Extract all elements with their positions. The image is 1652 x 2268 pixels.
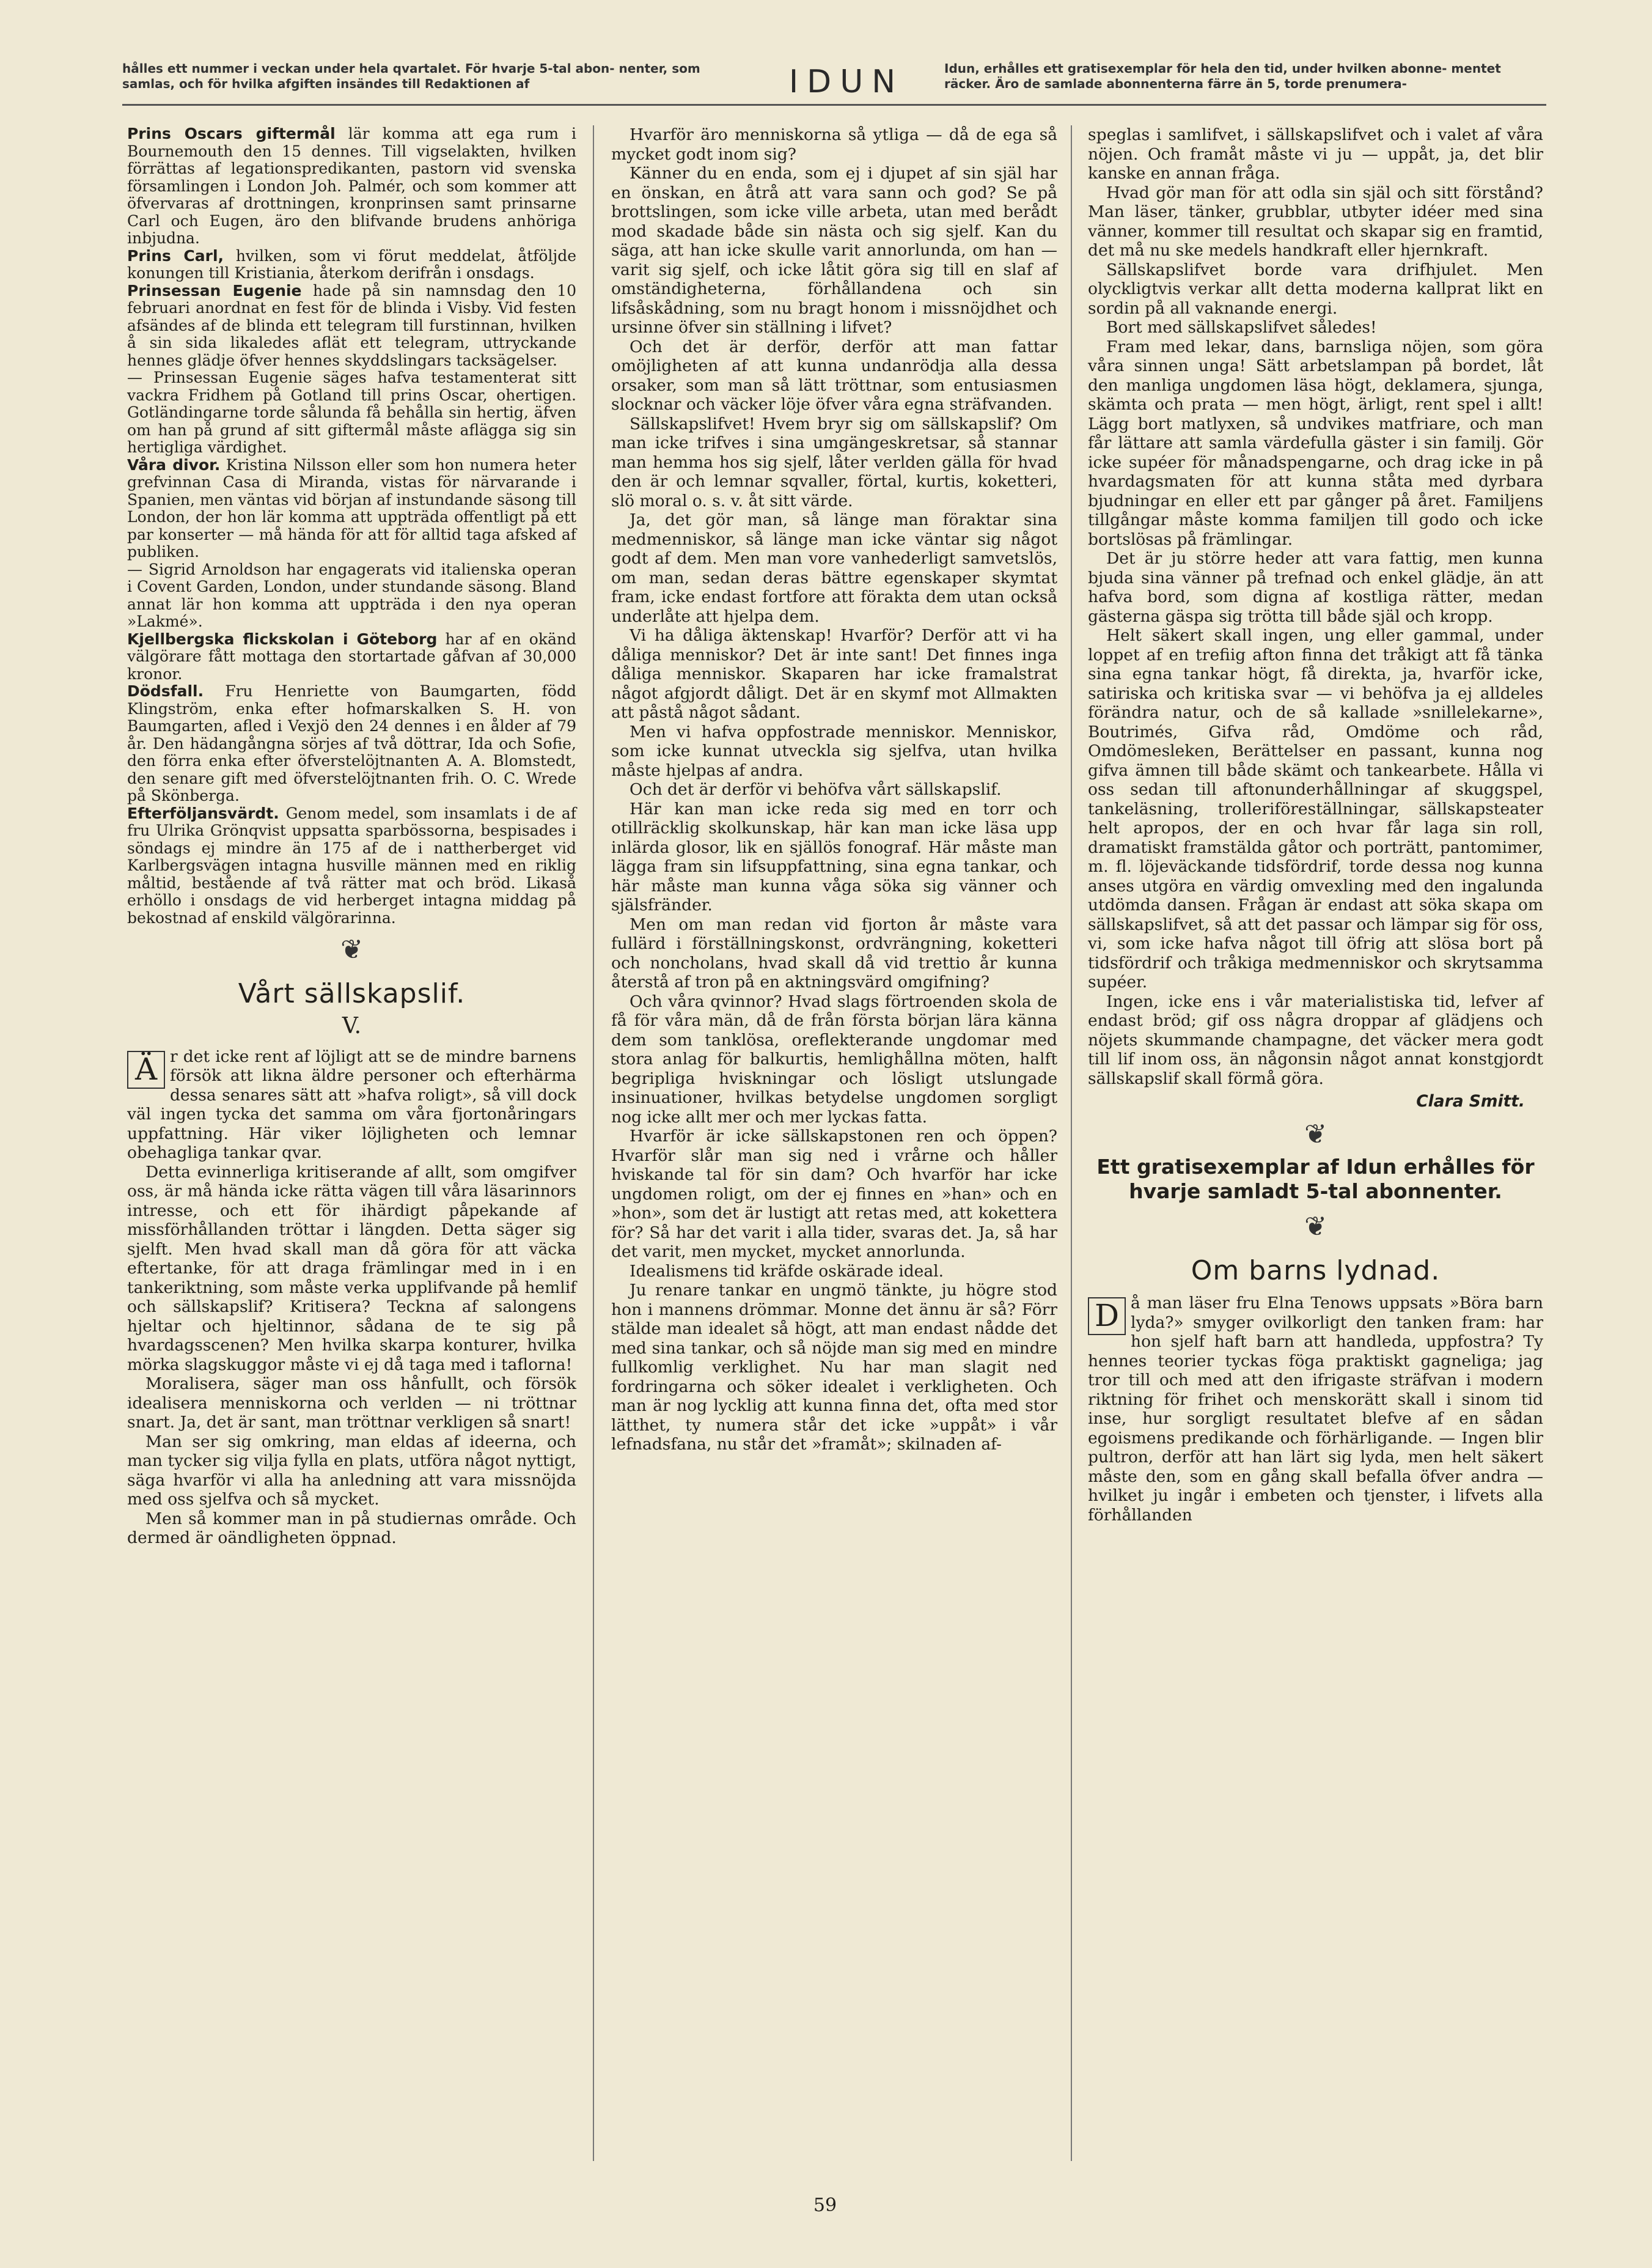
column-divider [593, 125, 594, 2161]
article-paragraph: Men så kommer man in på studiernas område. Och dermed är oändligheten öppnad. [127, 1509, 576, 1547]
article-paragraph: Vi ha dåliga äktenskap! Hvarför? Derför att vi ha dåliga menniskor? Det är inte sant! Det finnes inga dåliga menniskor. Skaparen har icke framalstrat något afgjordt dåligt. Det är en skymf mot Allmakten att påstå något sådant. [611, 626, 1057, 722]
right-column [1088, 125, 1543, 1525]
article-paragraph: D å man läser fru Elna Tenows uppsats »Böra barn lyda?» smyger ovilkorligt den tanken fram: har hon sjelf haft barn att handleda, uppfostra? Ty hennes teorier tyckas föga praktiskt gagneliga; jag tror till och med att den ifrigaste sträfvan i modern riktning för frihet och menskorätt skall i sinom tid inse, hur sorgligt resultatet blefve af en sådan egoismens predikande och förhärligande. — Ingen blir pultron, derför att han lärt sig lyda, men helt säkert måste den, som en gång skall befalla öfver andra — hvilket ju ingår i embeten och tjenster, i lifvets alla förhållanden [1088, 1294, 1543, 1525]
floral-ornament-icon: ❦ [340, 934, 363, 965]
article-paragraph: Detta evinnerliga kritiserande af allt, som omgifver oss, är må hända icke rätta vägen till våra läsarinnors intresse, och ett för ihärdigt påpekande af missförhållanden tröttar i längden. Detta säger sig sjelft. Men hvad skall man då göra för att väcka eftertanke, för att draga främlingar med in i en tankeriktning, som måste verka upplifvande på hemlif och sällskapslif? Kritisera? Teckna af salongens hjeltar och hjeltinnor, sådana de te sig på hvardagsscenen? Men hvilka skarpa konturer, hvilka mörka slagskuggor måste vi ej då taga med i taflorna! [127, 1162, 576, 1374]
article-title: Om barns lydnad. [1191, 1254, 1441, 1286]
article-paragraph: Moralisera, säger man oss hånfullt, och försök idealisera menniskorna och verlden — ni tröttnar snart. Ja, det är sant, man tröttnar verkligen så snart! [127, 1374, 576, 1432]
news-item: Dödsfall. Fru Henriette von Baumgarten, född Klingström, enka efter hofmarskalken S. H. von Baumgarten, afled i Vexjö den 24 dennes i en ålder af 79 år. Den hädangångna sörjes af två döttrar, Ida och Sofie, den förra enka efter öfverstelöjtnanten A. A. Blomstedt, den senare gift med öfverstelöjtnanten frih. O. C. Wrede på Skönberga. [127, 682, 576, 804]
article-paragraph: Fram med lekar, dans, barnsliga nöjen, som göra våra sinnen unga! Sätt arbetslampan på bordet, låt den manliga ungdomen läsa högt, deklamera, sjunga, skämta och prata — men högt, ärligt, rent spel i allt! Lägg bort matlyxen, så undvikes matfriare, och man får lättare att samla värdefulla gäster i sin familj. Gör icke supéer för månadspengarne, och drag icke in på hvardagsmaten för att kunna ståta med dyrbara bjudningar en eller ett par gånger på året. Familjens tillgångar måste komma familjen till godo och icke bortslösas på främlingar. [1088, 337, 1543, 549]
article-paragraph: Idealismens tid kräfde oskärade ideal. [630, 1261, 944, 1281]
news-item: — Sigrid Arnoldson har engagerats vid italienska operan i Covent Garden, London, under stundande säsong. Bland annat lär hon komma att uppträda i den nya operan »Lakmé». [127, 560, 576, 630]
header-left-text: hålles ett nummer i veckan under hela qvartalet. För hvarje 5-tal abon- nenter, som samlas, och för hvilka afgiften insändes till Redaktionen af [122, 61, 700, 91]
news-item: Prinsessan Eugenie hade på sin namnsdag den 10 februari anordnat en fest för de blinda i Visby. Vid festen afsändes af de blinda ett telegram till furstinnan, hvilken å sin sida likaledes aflät ett telegram, uttryckande hennes glädje öfver hennes skyddslingars tacksägelser. [127, 281, 576, 369]
article-paragraph: speglas i samlifvet, i sällskapslifvet och i valet af våra nöjen. Och framåt måste vi ju — uppåt, ja, det blir kanske en annan fråga. [1088, 125, 1543, 183]
running-header [122, 61, 1546, 104]
article-paragraph: Känner du en enda, som ej i djupet af sin själ har en önskan, en åtrå att vara sann och god? Se på brottslingen, som icke ville arbeta, utan med berådt mod skadade både sin nästa och sig sjelf. Kan du säga, att han icke skulle varit annorlunda, om han — varit sig sjelf, och icke låtit göra sig till en slaf af omständigheterna, förhållandena och sin lifsåskådning, som nu bragt honom i missnöjdhet och ursinne öfver sin ställning i lifvet? [611, 164, 1057, 337]
middle-column [611, 125, 1057, 1454]
article-paragraph: Och våra qvinnor? Hvad slags förtroenden skola de få för våra män, då de från första början lära känna dem som tanklösa, oreflekterande ungdomar med stora anlag för balkurtis, hemlighållna möten, halft begripliga hviskningar och lösligt utslungade insinuationer, hvilkas betydelse ungdomen sorgligt nog icke allt mer och mer lyckas fatta. [611, 992, 1057, 1127]
author-signature: Clara Smitt. [1416, 1092, 1525, 1111]
article-paragraph: Man ser sig omkring, man eldas af ideerna, och man tycker sig vilja fylla en plats, utföra något nyttigt, säga hvarför vi alla ha anledning att vara missnöjda med oss sjelfva och så mycket. [127, 1432, 576, 1509]
article-paragraph: Det är ju större heder att vara fattig, men kunna bjuda sina vänner på trefnad och enkel glädje, än att hafva bord, som digna af kostliga rätter, medan gästerna gäspa sig trötta till både själ och kropp. [1088, 549, 1543, 626]
article-number: V. [342, 1014, 362, 1039]
article-title: Vårt sällskapslif. [238, 978, 466, 1009]
news-briefs [127, 125, 576, 927]
news-item: Våra divor. Kristina Nilsson eller som hon numera heter grefvinnan Casa di Miranda, vistas för närvarande i Spanien, men väntas vid början af instundande säsong till London, der hon lär komma att uppträda offentligt på ett par konserter — må hända för att för alltid taga afsked af publiken. [127, 455, 576, 561]
article-paragraph: Ju renare tankar en ungmö tänkte, ju högre stod hon i mannens drömmar. Monne det ännu är så? Förr stälde man idealet så högt, att man endast nådde det med sina tankar, och så nöjde man sig med en mindre fullkomlig verklighet. Nu har man slagit ned fordringarna och söker idealet i verkligheten. Och man är nog lycklig att kunna finna det, ofta med stor lätthet, ty numera står det icke »uppåt» i vår lefnadsfana, nu står det »framåt»; skilnaden af- [611, 1281, 1057, 1454]
article-paragraph: Hvarför är icke sällskapstonen ren och öppen? Hvarför slår man sig ned i vrårne och håller hviskande tal för sin dam? Och hvarför har icke ungdomen roligt, om der ej finnes en »han» och en »hon», som det är lustigt att retas med, att kokettera för? Så har det varit i alla tider, svaras det. Ja, så har det varit, men mycket, mycket annorlunda. [611, 1127, 1057, 1261]
article-paragraph: Sällskapslifvet borde vara drifhjulet. Men olyckligtvis verkar allt detta moderna kallprat likt en sordin på all vaknande energi. [1088, 260, 1543, 318]
article-paragraph: Hvarför äro menniskorna så ytliga — då de ega så mycket godt inom sig? [611, 125, 1057, 164]
header-rule [122, 104, 1546, 106]
page-number: 59 [813, 2195, 837, 2216]
floral-ornament-icon: ❦ [1304, 1118, 1327, 1150]
article-paragraph: Sällskapslifvet! Hvem bryr sig om sällskapslif? Om man icke trifves i sina umgängeskretsar, så stannar man hemma hos sig sjelf, låter verlden gälla för hvad den är och lemnar sqvaller, förtal, kurtis, koketteri, slö moral o. s. v. åt sitt värde. [611, 414, 1057, 510]
news-item: Efterföljansvärdt. Genom medel, som insamlats i de af fru Ulrika Grönqvist uppsatta sparbössorna, bespisades i söndags ej mindre än 175 af de i nattherberget vid Karlbergsvägen intagna husville männen med en riklig måltid, bestående af två rätter mat och bröd. Likaså erhöllo i onsdags de vid herberget intagna middag på bekostnad af enskild välgörarinna. [127, 804, 576, 927]
news-item: Prins Carl, hvilken, som vi förut meddelat, åtföljde konungen till Kristiania, återkom derifrån i onsdags. [127, 246, 576, 282]
article-paragraph: Och det är derför, derför att man fattar omöjligheten af att kunna undanrödja alla dessa orsaker, som man så lätt tröttnar, som entusiasmen slocknar och väcker löje öfver våra egna sträfvanden. [611, 337, 1057, 414]
column-divider [1071, 125, 1072, 2161]
article-paragraph: Men vi hafva oppfostrade menniskor. Menniskor, som icke kunnat utveckla sig sjelfva, utan hvilka måste hjelpas af andra. [611, 722, 1057, 780]
news-item: Kjellbergska flickskolan i Göteborg har af en okänd välgörare fått mottaga den stortartade gåfvan af 30,000 kronor. [127, 630, 576, 683]
article-paragraph: Helt säkert skall ingen, ung eller gammal, under loppet af en trefiig afton finna det tråkigt att få tänka sina egna tankar högt, få direkta, ja, hvarför icke, satiriska och kritiska svar — vi behöfva ja ej alldeles förändra natur, och de så kallade »snillelekarne», Boutrimés, Gifva råd, Omdöme och råd, Omdömesleken, Berättelser en passant, kunna nog gifva ämnen till både skämt och tankearbete. Hålla vi oss sedan till aftonunderhållningar af skuggspel, tankeläsning, trolleriföreställningar, sällskapsteater helt apropos, der en och hvar får laga sin roll, dramatiskt framstälda gåtor och porträtt, pantomimer, m. fl. löjeväckande tidsfördrif, torde dessa nog kunna anses utgöra en värdig omvexling med den ingalunda utdömda dansen. Frågan är endast att söka skapa om sällskapslifvet, så att det passar och lämpar sig för oss, vi, som icke hafva något till öfrig att slösa bort på tidsfördrif och tråkiga medmenniskor och skrytsamma supéer. [1088, 626, 1543, 992]
news-item: Prins Oscars giftermål lär komma att ega rum i Bournemouth den 15 dennes. Till vigselakten, hvilken förrättas af legationspredikanten, pastorn vid svenska församlingen i London Joh. Palmér, och som kommer att öfvervaras af drottningen, kronprinsen samt prinsarne Carl och Eugen, äro den blifvande brudens anhöriga inbjudna. [127, 125, 576, 247]
left-column [127, 125, 576, 1548]
subscription-notice: Ett gratisexemplar af Idun erhålles för hvarje samladt 5-tal abonnenter. [1096, 1155, 1535, 1203]
header-right-text: Idun, erhålles ett gratisexemplar för hela den tid, under hvilken abonne- mentet räcker. Äro de samlade abonnenterna färre än 5, torde prenumera- [944, 61, 1501, 91]
drop-cap: D [1088, 1297, 1126, 1335]
news-item: — Prinsessan Eugenie säges hafva testamenterat sitt vackra Fridhem på Gotland till prins Oscar, ohertigen. Gotländingarne torde sålunda få behålla sin hertig, äfven om han på grund af sitt giftermål måste aflägga sig sin hertigliga värdighet. [127, 369, 576, 456]
masthead-title: IDUN [788, 64, 905, 100]
article-paragraph: Hvad gör man för att odla sin själ och sitt förstånd? Man läser, tänker, grubblar, utbyter idéer med sina vänner, kommer till resultat och skapar sig en framtid, det må nu ske medels handkraft eller hjernkraft. [1088, 183, 1543, 260]
article-paragraph: Men om man redan vid fjorton år måste vara fullärd i förställningskonst, ordvrängning, koketteri och noncholans, hvad skall då vid trettio år kunna återstå af tron på en aktningsvärd omgifning? [611, 915, 1057, 992]
article-paragraph: Ä r det icke rent af löjligt att se de mindre barnens försök att likna äldre personer och efterhärma dessa senares sätt att »hafva roligt», så vill dock väl ingen tycka det samma om våra fjortonåringars uppfattning. Här viker löjligheten och lemnar obehagliga tankar qvar. [127, 1047, 576, 1162]
article-paragraph: Ja, det gör man, så länge man föraktar sina medmenniskor, så länge man icke väntar sig något godt af dem. Men man vore vanhederligt samvetslös, om man, sedan deras bättre egenskaper skymtat fram, icke endast fortfore att förakta dem utan också underlåte att hjelpa dem. [611, 510, 1057, 626]
article-paragraph: Ingen, icke ens i vår materialistiska tid, lefver af endast bröd; gif oss några droppar af glädjens och nöjets skummande champagne, det väcker mera godt till lif inom oss, än någonsin något annat konstgjordt sällskapslif skall förmå göra. [1088, 992, 1543, 1088]
article-paragraph: Här kan man icke reda sig med en torr och otillräcklig skolkunskap, här kan man icke läsa upp inlärda glosor, lik en själlös fonograf. Här måste man lägga fram sin lifsuppfattning, sina egna tankar, och här måste man kunna våga söka sig vänner och själsfränder. [611, 799, 1057, 915]
drop-cap: Ä [127, 1051, 165, 1089]
article-paragraph: Bort med sällskapslifvet således! [1106, 318, 1377, 337]
article-paragraph: Och det är derför vi behöfva vårt sällskapslif. [630, 780, 1002, 799]
floral-ornament-icon: ❦ [1304, 1211, 1327, 1242]
